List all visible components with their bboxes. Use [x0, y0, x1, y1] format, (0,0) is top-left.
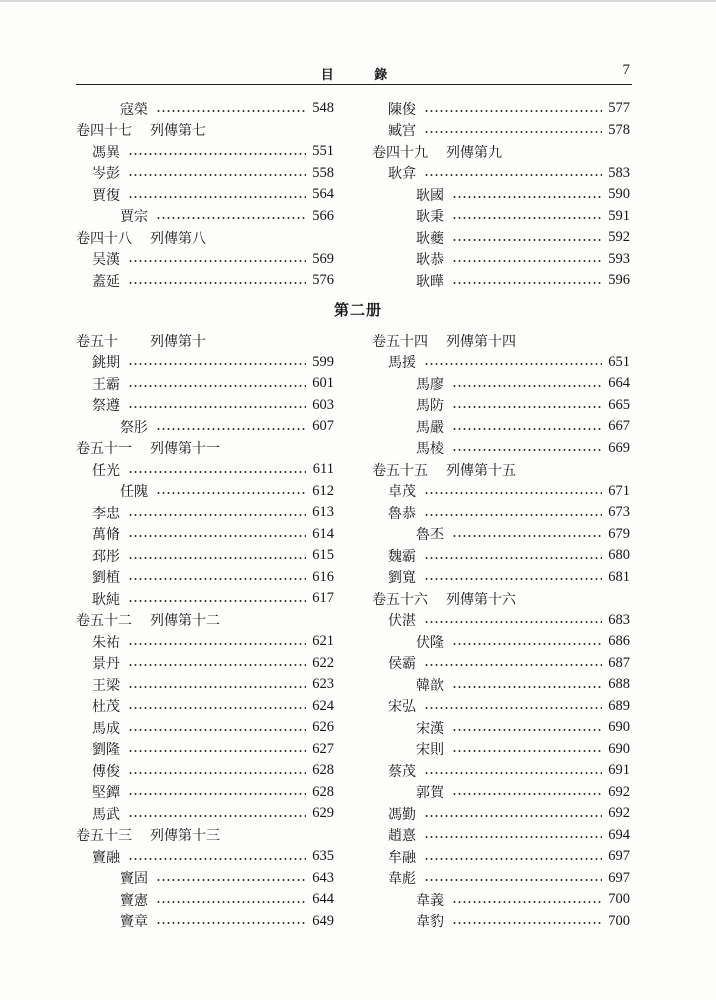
entry-page: 700 [608, 891, 630, 908]
entry-name: 竇章 [120, 914, 148, 931]
toc-entry [372, 760, 630, 782]
toc-entry [76, 760, 334, 782]
entry-page: 686 [608, 633, 630, 650]
entry-name: 魯恭 [388, 505, 416, 522]
toc-entry [76, 502, 334, 524]
entry-page: 558 [312, 164, 334, 181]
entry-name: 堅鐔 [92, 785, 120, 802]
dot-leader [452, 750, 602, 752]
dot-leader [452, 385, 602, 387]
dot-leader [452, 901, 602, 903]
entry-page: 692 [608, 805, 630, 822]
running-header [76, 62, 632, 85]
toc-entry [372, 373, 630, 395]
toc-entry [372, 846, 630, 868]
entry-page: 614 [312, 525, 334, 542]
entry-name: 王霸 [92, 376, 120, 393]
volume-number: 卷五十五 [372, 462, 428, 479]
entry-name: 劉隆 [92, 742, 120, 759]
entry-name: 杜茂 [92, 699, 120, 716]
entry-name: 魏霸 [388, 548, 416, 565]
entry-page: 576 [312, 272, 334, 289]
entry-page: 644 [312, 891, 334, 908]
dot-leader [156, 879, 306, 881]
volume-heading-row [76, 227, 334, 249]
entry-name: 陳俊 [388, 101, 416, 118]
entry-page: 627 [312, 740, 334, 757]
toc-column-right-top [372, 98, 630, 292]
entry-page: 583 [608, 164, 630, 181]
entry-page: 591 [608, 207, 630, 224]
entry-name: 趙憙 [388, 828, 416, 845]
toc-entry [76, 459, 334, 481]
volume-heading-row [372, 459, 630, 481]
entry-name: 耿夔 [416, 230, 444, 247]
dot-leader [452, 643, 602, 645]
toc-entry [76, 696, 334, 718]
toc-entry [372, 352, 630, 374]
entry-name: 馬廖 [416, 376, 444, 393]
volume-number: 卷五十一 [76, 441, 132, 458]
toc-entry [76, 631, 334, 653]
toc-entry [372, 249, 630, 271]
entry-page: 665 [608, 396, 630, 413]
entry-page: 635 [312, 848, 334, 865]
entry-name: 馬成 [92, 720, 120, 737]
entry-page: 689 [608, 697, 630, 714]
toc-entry [372, 567, 630, 589]
toc-entry [76, 739, 334, 761]
entry-page: 577 [608, 100, 630, 117]
toc-column-left-top [76, 98, 334, 292]
entry-name: 萬脩 [92, 527, 120, 544]
toc-entry [372, 653, 630, 675]
toc-entry [76, 163, 334, 185]
entry-page: 613 [312, 504, 334, 521]
dot-leader [128, 729, 306, 731]
entry-page: 596 [608, 272, 630, 289]
entry-name: 任光 [92, 462, 120, 479]
toc-entry [372, 481, 630, 503]
toc-entry [372, 911, 630, 933]
entry-name: 賈復 [92, 187, 120, 204]
entry-page: 621 [312, 633, 334, 650]
toc-entry [372, 163, 630, 185]
entry-name: 任隗 [120, 484, 148, 501]
volume-heading-row [76, 825, 334, 847]
toc-entry [76, 270, 334, 292]
entry-name: 馮異 [92, 144, 120, 161]
toc-entry [372, 803, 630, 825]
dot-leader [424, 363, 602, 365]
entry-page: 569 [312, 250, 334, 267]
dot-leader [452, 449, 602, 451]
dot-leader [156, 901, 306, 903]
entry-name: 吴漢 [92, 252, 120, 269]
toc-entry [76, 524, 334, 546]
entry-page: 617 [312, 590, 334, 607]
toc-entry [372, 416, 630, 438]
toc-entry [76, 567, 334, 589]
toc-entry [76, 717, 334, 739]
dot-leader [128, 815, 306, 817]
entry-name: 宋則 [416, 742, 444, 759]
dot-leader [128, 174, 306, 176]
toc-entry [76, 911, 334, 933]
volume-number: 卷五十 [76, 333, 118, 350]
entry-name: 韋豹 [416, 914, 444, 931]
entry-page: 615 [312, 547, 334, 564]
toc-entry [76, 249, 334, 271]
dot-leader [424, 707, 602, 709]
entry-name: 馬援 [388, 355, 416, 372]
toc-entry [372, 739, 630, 761]
toc-entry [372, 206, 630, 228]
entry-page: 690 [608, 719, 630, 736]
entry-page: 578 [608, 121, 630, 138]
toc-entry [372, 502, 630, 524]
dot-leader [128, 363, 306, 365]
entry-name: 馬防 [416, 398, 444, 415]
toc-entry [372, 825, 630, 847]
dot-leader [424, 492, 602, 494]
volume-number: 卷五十六 [372, 591, 428, 608]
entry-page: 551 [312, 143, 334, 160]
entry-name: 韋彪 [388, 871, 416, 888]
dot-leader [156, 922, 306, 924]
toc-entry [372, 438, 630, 460]
entry-name: 馮勤 [388, 806, 416, 823]
entry-page: 629 [312, 805, 334, 822]
entry-page: 692 [608, 783, 630, 800]
entry-name: 牟融 [388, 849, 416, 866]
toc-entry [76, 206, 334, 228]
dot-leader [128, 406, 306, 408]
dot-leader [128, 793, 306, 795]
entry-name: 銚期 [92, 355, 120, 372]
toc-entry [76, 373, 334, 395]
entry-name: 蓋延 [92, 273, 120, 290]
entry-page: 669 [608, 439, 630, 456]
entry-name: 臧宫 [388, 123, 416, 140]
entry-page: 649 [312, 912, 334, 929]
toc-entry [372, 184, 630, 206]
toc-entry [372, 631, 630, 653]
toc-entry [372, 98, 630, 120]
dot-leader [424, 557, 602, 559]
entry-name: 耿弇 [388, 166, 416, 183]
dot-leader [128, 385, 306, 387]
entry-page: 643 [312, 869, 334, 886]
dot-leader [128, 707, 306, 709]
dot-leader [452, 260, 602, 262]
dot-leader [156, 428, 306, 430]
entry-page: 683 [608, 611, 630, 628]
volume-number: 卷五十四 [372, 333, 428, 350]
dot-leader [128, 471, 306, 473]
entry-name: 蔡茂 [388, 763, 416, 780]
dot-leader [128, 772, 306, 774]
dot-leader [452, 282, 602, 284]
entry-page: 616 [312, 568, 334, 585]
dot-leader [452, 729, 602, 731]
dot-leader [424, 110, 602, 112]
entry-name: 耿純 [92, 591, 120, 608]
entry-name: 景丹 [92, 656, 120, 673]
entry-page: 622 [312, 654, 334, 671]
toc-entry [76, 674, 334, 696]
entry-name: 伏隆 [416, 634, 444, 651]
volume-title: 列傳第十 [150, 333, 206, 350]
dot-leader [128, 858, 306, 860]
entry-name: 馬嚴 [416, 419, 444, 436]
dot-leader [452, 196, 602, 198]
dot-leader [128, 686, 306, 688]
volume-number: 卷四十八 [76, 230, 132, 247]
entry-name: 魯丕 [416, 527, 444, 544]
toc-entry [372, 395, 630, 417]
entry-page: 592 [608, 229, 630, 246]
dot-leader [424, 664, 602, 666]
entry-page: 612 [312, 482, 334, 499]
entry-name: 王梁 [92, 677, 120, 694]
dot-leader [128, 514, 306, 516]
entry-name: 耿國 [416, 187, 444, 204]
volume-heading-row [76, 610, 334, 632]
entry-name: 劉寬 [388, 570, 416, 587]
entry-name: 耿秉 [416, 209, 444, 226]
dot-leader [452, 428, 602, 430]
entry-page: 673 [608, 504, 630, 521]
dot-leader [128, 260, 306, 262]
dot-leader [452, 406, 602, 408]
entry-page: 680 [608, 547, 630, 564]
toc-entry [372, 227, 630, 249]
dot-leader [128, 664, 306, 666]
toc-entry [76, 782, 334, 804]
toc-entry [76, 653, 334, 675]
dot-leader [424, 772, 602, 774]
entry-page: 603 [312, 396, 334, 413]
toc-entry [76, 352, 334, 374]
volume-title: 列傳第十六 [446, 591, 516, 608]
entry-page: 688 [608, 676, 630, 693]
entry-name: 耿曄 [416, 273, 444, 290]
entry-page: 671 [608, 482, 630, 499]
dot-leader [128, 196, 306, 198]
toc-entry [76, 545, 334, 567]
entry-name: 竇融 [92, 849, 120, 866]
entry-page: 599 [312, 353, 334, 370]
dot-leader [156, 110, 306, 112]
entry-page: 679 [608, 525, 630, 542]
entry-page: 681 [608, 568, 630, 585]
entry-page: 593 [608, 250, 630, 267]
entry-name: 韋義 [416, 892, 444, 909]
volume-heading-row [76, 120, 334, 142]
entry-page: 664 [608, 375, 630, 392]
dot-leader [424, 836, 602, 838]
entry-name: 卓茂 [388, 484, 416, 501]
toc-column-left-bottom [76, 330, 334, 932]
dot-leader [128, 750, 306, 752]
entry-page: 548 [312, 100, 334, 117]
entry-page: 624 [312, 697, 334, 714]
dot-leader [156, 217, 306, 219]
volume-heading-row [76, 438, 334, 460]
page-top-edge [0, 0, 716, 2]
entry-name: 傅俊 [92, 763, 120, 780]
toc-column-right-bottom [372, 330, 630, 932]
volume-title: 列傳第九 [446, 144, 502, 161]
entry-page: 691 [608, 762, 630, 779]
header-title: 目 錄 [320, 68, 406, 83]
dot-leader [452, 686, 602, 688]
entry-page: 697 [608, 848, 630, 865]
entry-name: 伏湛 [388, 613, 416, 630]
toc-entry [76, 588, 334, 610]
volume-title: 列傳第十五 [446, 462, 516, 479]
entry-name: 朱祐 [92, 634, 120, 651]
toc-entry [372, 674, 630, 696]
dot-leader [128, 282, 306, 284]
dot-leader [424, 858, 602, 860]
entry-page: 564 [312, 186, 334, 203]
entry-name: 侯霸 [388, 656, 416, 673]
dot-leader [424, 815, 602, 817]
dot-leader [424, 879, 602, 881]
toc-entry [372, 696, 630, 718]
toc-entry [372, 120, 630, 142]
toc-entry [76, 141, 334, 163]
dot-leader [128, 600, 306, 602]
volume-title: 列傳第十一 [150, 441, 220, 458]
entry-name: 韓歆 [416, 677, 444, 694]
entry-page: 628 [312, 762, 334, 779]
volume-number: 卷四十七 [76, 123, 132, 140]
toc-entry [76, 846, 334, 868]
volume-title: 列傳第十三 [150, 828, 220, 845]
entry-page: 651 [608, 353, 630, 370]
volume-number: 卷五十三 [76, 828, 132, 845]
entry-name: 耿恭 [416, 252, 444, 269]
dot-leader [424, 131, 602, 133]
toc-entry [76, 395, 334, 417]
toc-entry [372, 782, 630, 804]
entry-name: 竇憲 [120, 892, 148, 909]
dot-leader [128, 578, 306, 580]
toc-entry [76, 98, 334, 120]
dot-leader [128, 643, 306, 645]
dot-leader [452, 922, 602, 924]
entry-page: 694 [608, 826, 630, 843]
entry-page: 623 [312, 676, 334, 693]
entry-page: 607 [312, 418, 334, 435]
volume-title: 列傳第七 [150, 123, 206, 140]
toc-entry [372, 868, 630, 890]
volume-heading: 第二册 [333, 301, 382, 319]
volume-heading-row [372, 588, 630, 610]
entry-name: 郭賀 [416, 785, 444, 802]
entry-page: 667 [608, 418, 630, 435]
toc-entry [372, 610, 630, 632]
entry-page: 697 [608, 869, 630, 886]
entry-page: 566 [312, 207, 334, 224]
toc-entry [76, 416, 334, 438]
volume-heading-row [76, 330, 334, 352]
page-number: 7 [622, 62, 630, 78]
entry-name: 岑彭 [92, 166, 120, 183]
toc-entry [372, 270, 630, 292]
toc-entry [372, 717, 630, 739]
entry-name: 祭遵 [92, 398, 120, 415]
entry-page: 687 [608, 654, 630, 671]
toc-entry [76, 184, 334, 206]
entry-page: 690 [608, 740, 630, 757]
dot-leader [424, 514, 602, 516]
dot-leader [128, 153, 306, 155]
toc-entry [76, 481, 334, 503]
entry-page: 626 [312, 719, 334, 736]
entry-name: 馬武 [92, 806, 120, 823]
volume-title: 列傳第八 [150, 230, 206, 247]
toc-entry [76, 889, 334, 911]
volume-title: 列傳第十四 [446, 333, 516, 350]
entry-name: 李忠 [92, 505, 120, 522]
dot-leader [424, 621, 602, 623]
dot-leader [128, 557, 306, 559]
entry-name: 賈宗 [120, 209, 148, 226]
dot-leader [452, 217, 602, 219]
entry-page: 700 [608, 912, 630, 929]
dot-leader [452, 535, 602, 537]
entry-name: 馬棱 [416, 441, 444, 458]
toc-entry [76, 803, 334, 825]
toc-entry [372, 545, 630, 567]
dot-leader [128, 535, 306, 537]
dot-leader [424, 174, 602, 176]
toc-entry [372, 524, 630, 546]
volume-heading-row [372, 330, 630, 352]
entry-name: 竇固 [120, 871, 148, 888]
entry-page: 628 [312, 783, 334, 800]
volume-heading-row [372, 141, 630, 163]
volume-number: 卷五十二 [76, 613, 132, 630]
entry-page: 601 [312, 375, 334, 392]
entry-name: 宋漢 [416, 720, 444, 737]
entry-name: 祭肜 [120, 419, 148, 436]
volume-title: 列傳第十二 [150, 613, 220, 630]
toc-entry [76, 868, 334, 890]
entry-page: 611 [312, 461, 334, 478]
dot-leader [156, 492, 306, 494]
entry-page: 590 [608, 186, 630, 203]
volume-number: 卷四十九 [372, 144, 428, 161]
dot-leader [452, 239, 602, 241]
toc-entry [372, 889, 630, 911]
dot-leader [424, 578, 602, 580]
entry-name: 劉植 [92, 570, 120, 587]
entry-name: 寇榮 [120, 101, 148, 118]
entry-name: 宋弘 [388, 699, 416, 716]
dot-leader [452, 793, 602, 795]
entry-name: 邳彤 [92, 548, 120, 565]
